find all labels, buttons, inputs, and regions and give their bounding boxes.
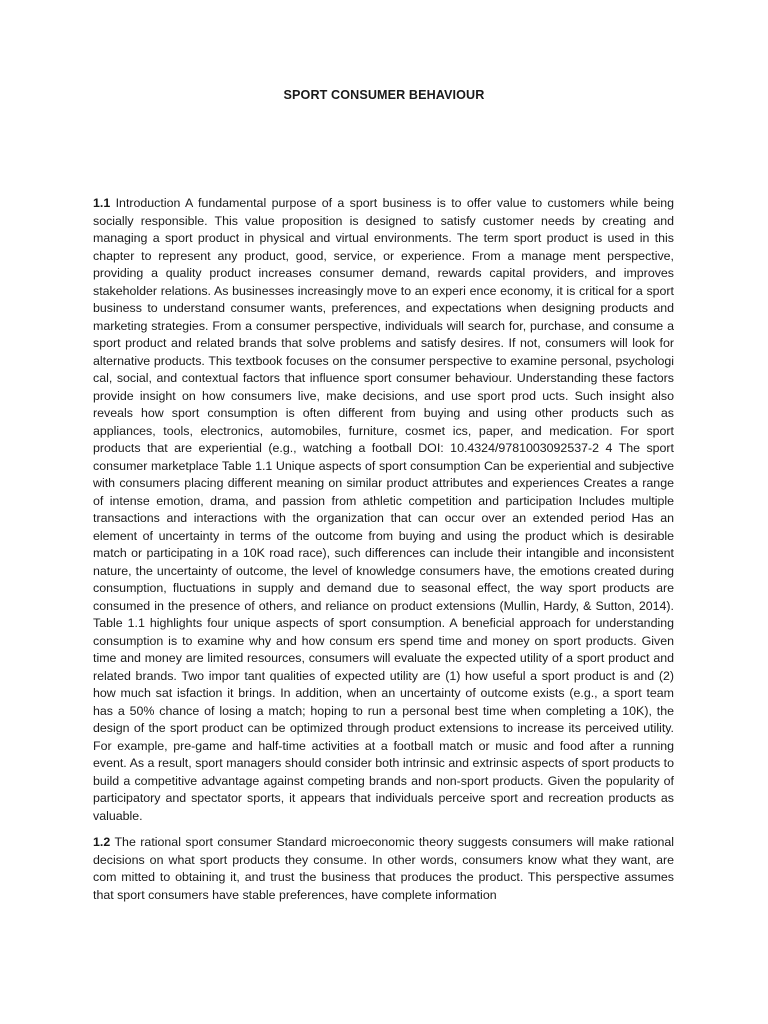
paragraph-section-1-2 <box>93 834 674 922</box>
section-number: 1.1 <box>93 196 111 210</box>
paragraph-text: The rational sport consumer Standard microeconomic theory suggests consumers will make rational decisions on what sport products they consume. In other words, consumers know what they want, are com mitted to obtaining it, and trust the business that produces the product. This perspective assumes that sport consumers have stable preferences, have complete information <box>93 835 674 902</box>
document-body <box>93 195 674 931</box>
document-title: SPORT CONSUMER BEHAVIOUR <box>283 88 485 102</box>
paragraph-section-1-1 <box>93 195 674 825</box>
section-number: 1.2 <box>93 835 111 849</box>
paragraph-text: Introduction A fundamental purpose of a sport business is to offer value to customers while being socially responsible. This value proposition is designed to satisfy customer needs by creating and managing a sport product in physical and virtual environments. The term sport product is used in this chapter to represent any product, good, service, or experience. From a manage ment perspective, providing a quality product increases consumer demand, rewards capital providers, and improves stakeholder relations. As businesses increasingly move to an experi ence economy, it is critical for a sport business to understand consumer wants, preferences, and expectations when designing products and marketing strategies. From a consumer perspective, individuals will search for, purchase, and consume a sport product and related brands that solve problems and satisfy desires. If not, consumers will look for alternative products. This textbook focuses on the consumer perspective to examine personal, psychologi cal, social, and contextual factors that influence sport consumer behaviour. Understanding these factors provide insight on how consumers live, make decisions, and use sport prod ucts. Such insight also reveals how sport consumption is often different from buying and using other products such as appliances, tools, electronics, automobiles, furniture, cosmet ics, paper, and medication. For sport products that are experiential (e.g., watching a football DOI: 10.4324/9781003092537-2 4 The sport consumer marketplace Table 1.1 Unique aspects of sport consumption Can be experiential and subjective with consumers placing different meaning on similar product attributes and experiences Creates a range of intense emotion, drama, and passion from athletic competition and participation Includes multiple transactions and interactions with the organization that can occur over an extended period Has an element of uncertainty in terms of the outcome from buying and using the product which is desirable match or participating in a 10K road race), such differences can include their intangible and inconsistent nature, the uncertainty of outcome, the level of knowledge consumers have, the emotions created during consumption, fluctuations in supply and demand due to seasonal effect, the way sport products are consumed in the presence of others, and reliance on product extensions (Mullin, Hardy, & Sutton, 2014). Table 1.1 highlights four unique aspects of sport consumption. A beneficial approach for understanding consumption is to examine why and how consum ers spend time and money on sport products. Given time and money are limited resources, consumers will evaluate the expected utility of a sport product and related brands. Two impor tant qualities of expected utility are (1) how useful a sport product is and (2) how much sat isfaction it brings. In addition, when an uncertainty of outcome exists (e.g., a sport team has a 50% chance of losing a match; hoping to run a personal best time when completing a 10K), the design of the sport product can be optimized through product extensions to increase its perceived utility. For example, pre-game and half-time activities at a football match or music and food after a running event. As a result, sport managers should consider both intrinsic and extrinsic aspects of sport products to build a competitive advantage against competing brands and non-sport products. Given the popularity of participatory and spectator sports, it appears that individuals perceive sport and recreation products as valuable. <box>93 196 674 823</box>
